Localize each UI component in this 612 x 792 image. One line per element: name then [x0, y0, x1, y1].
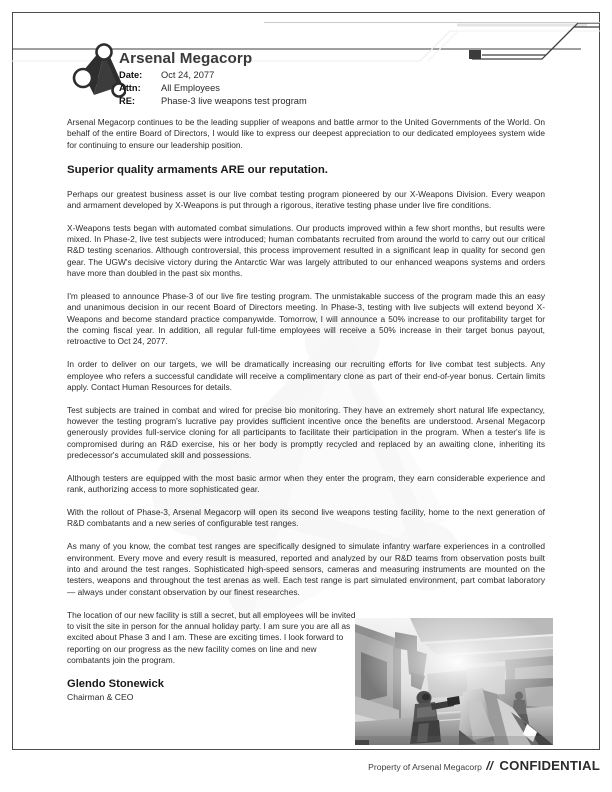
body-paragraph: I'm pleased to announce Phase-3 of our live fire testing program. The unmistakable success of the program made this an easy and unanimous decision in our recent Board of Directors meeting. In Phase-3, testing with live subjects will extend beyond X-Weapons and become standard practice companywide. Tomorrow, I will announce a 50% increase to our profitability target for the coming fiscal year. In addition, all regular full-time employees will receive a 50% increase in their target bonus payout, retroactive to Oct 24, 2077.	[67, 290, 545, 347]
meta-label-attn: Attn:	[119, 83, 141, 93]
meta-row-date	[119, 70, 214, 80]
meta-value-re: Phase-3 live weapons test program	[161, 96, 307, 106]
body-paragraph: Although testers are equipped with the most basic armor when they enter the program, they earn considerable experience and rank, authorizing access to more sophisticated gear.	[67, 472, 545, 495]
headline: Superior quality armaments ARE our reputation.	[67, 163, 328, 176]
signature-name: Glendo Stonewick	[67, 677, 164, 690]
body-paragraph: Test subjects are trained in combat and wired for precise bio monitoring. They have an extremely short natural life expectancy, however the testing program's lucrative pay provides sufficient incentive once the benefits are understood. Arsenal Megacorp generously provides full-service cloning for all participants to facilitate their participation in the program. When a tester's life is compromised during an R&D exercise, his or her body is promptly recycled and replaced by an awaiting clone, inheriting its predecessor's accumulated skill and possessions.	[67, 404, 545, 461]
company-name: Arsenal Megacorp	[119, 50, 253, 67]
arsenal-triangle-logo-icon	[70, 43, 126, 107]
body-paragraph: As many of you know, the combat test ranges are specifically designed to simulate infantry warfare experiences in a controlled environment. Every move and every result is measured, reported and analyzed by our R&D teams from observation posts built into and around the test ranges. Sophisticated high-speed sensors, cameras and measuring instruments are mounted on the testers, weapons and throughout the test arenas as well. Each test range is part simulated environment, part combat laboratory — always under constant observation by our finest researches.	[67, 541, 545, 597]
meta-label-date: Date:	[119, 70, 143, 80]
body-paragraph: Perhaps our greatest business asset is our live combat testing program pioneered by our X-Weapons Division. Every weapon and armament developed by X-Weapons is put through a rigorous, iterative testing phase under live fire conditions.	[67, 188, 545, 210]
footer-separator: //	[486, 759, 493, 773]
body-paragraph: With the rollout of Phase-3, Arsenal Megacorp will open its second live weapons testing facility, home to the next generation of R&D combatants and a new series of configurable test ranges.	[67, 507, 545, 529]
body-paragraph: X-Weapons tests began with automated combat simulations. Our products improved within a few short months, but results were mixed. In Phase-2, live test subjects were introduced; human combatants recruited from around the world to carry out our critical R&D testing scenarios. Although controversial, this process improvement resulted in a significant leap in quality for second gen gear. The UGW's decisive victory during the Antarctic War was largely attributed to our enhanced weapons systems and orders have more than doubled in the past six months.	[67, 222, 545, 279]
footer-property-text: Property of Arsenal Megacorp	[368, 762, 482, 772]
letterhead-header	[12, 13, 600, 108]
meta-value-attn: All Employees	[161, 83, 220, 93]
combat-test-range-photo	[355, 618, 553, 745]
letter-body	[67, 117, 545, 703]
meta-row-re	[119, 96, 307, 106]
body-paragraph: In order to deliver on our targets, we will be dramatically increasing our recruiting efforts for live combat test subjects. Any employee who refers a successful candidate will receive a complimentary clone as part of their end-of-year bonus. Certain limits apply. Contact Human Resources for details.	[67, 359, 545, 392]
footer-classification: CONFIDENTIAL	[499, 758, 600, 773]
closing-paragraph: The location of our new facility is still a secret, but all employees will be invited to visit the site in person for the annual holiday party. I am sure you are all as excited about Phase 3 and I am. These are exciting times. I look forward to reporting on our progress as the new facility comes on line and new combatants join the program.	[67, 609, 356, 665]
meta-value-date: Oct 24, 2077	[161, 70, 215, 80]
meta-row-attn	[119, 83, 220, 93]
signature-block	[67, 678, 359, 703]
footer	[12, 757, 600, 775]
signature-title: Chairman & CEO	[67, 691, 134, 702]
meta-label-re: RE:	[119, 96, 136, 106]
intro-paragraph: Arsenal Megacorp continues to be the leading supplier of weapons and battle armor to the United Governments of the World. On behalf of the entire Board of Directors, I would like to express our deepest appreciation to our dedicated employees system wide for continuing to ensure our leadership position.	[67, 117, 545, 150]
